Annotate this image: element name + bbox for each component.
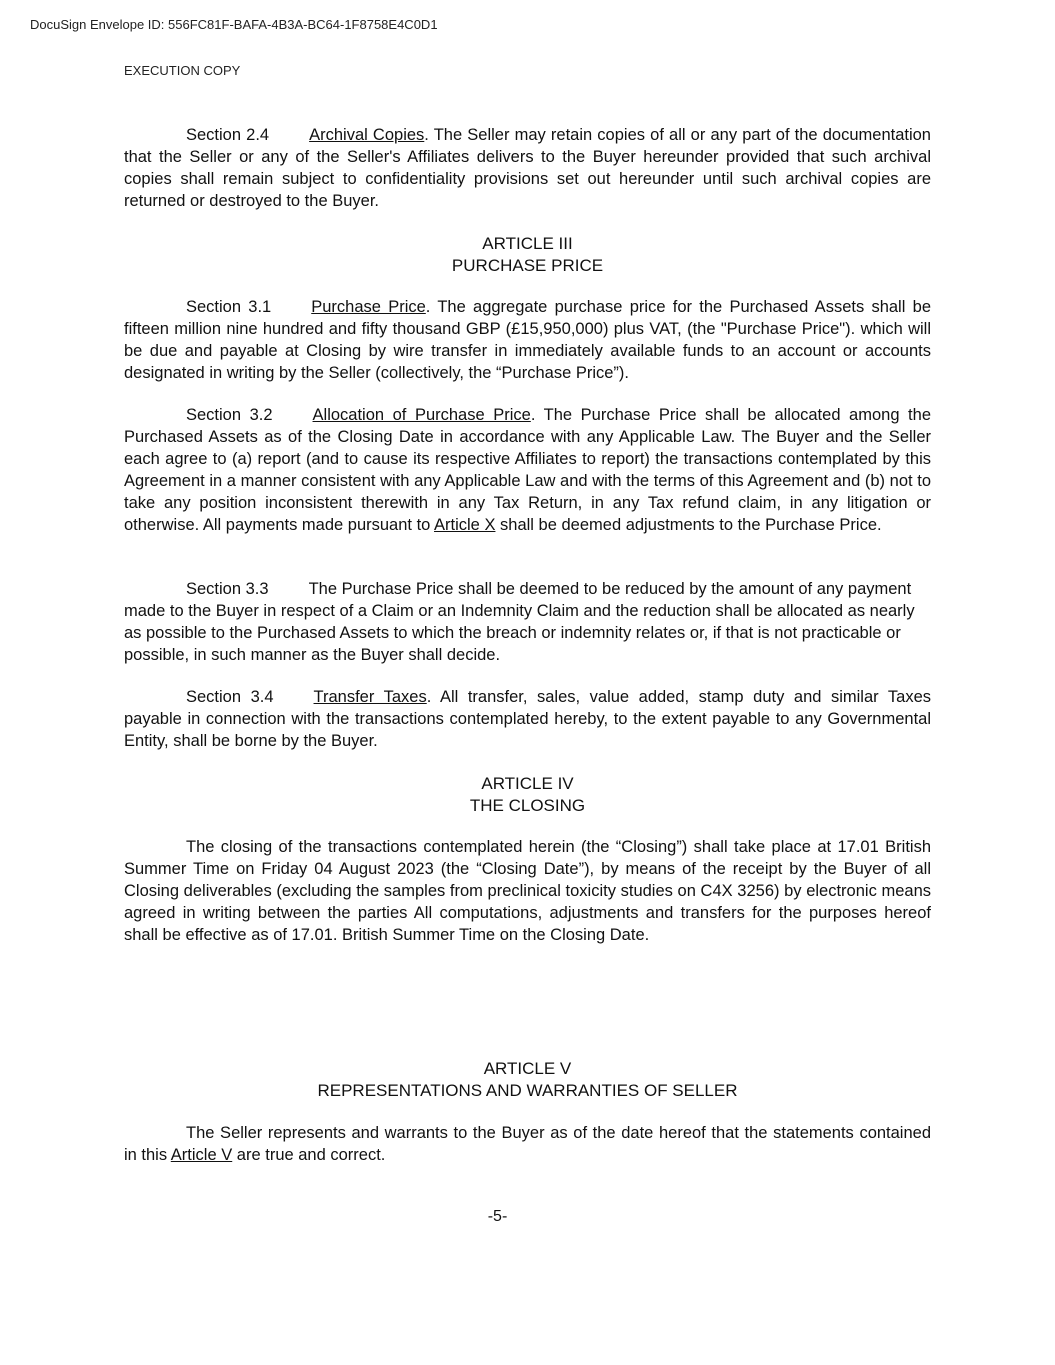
article-title: THE CLOSING [469,796,586,815]
closing-text: The closing of the transactions contemplated herein (the “Closing”) shall take place at 17.01 British Summer Time on Friday 04 August 2023 (the “Closing Date”), by means of the receipt by the Buyer of all Closing deliverables (excluding the samples from preclinical toxicity studies on C4X 3256) by electronic means agreed in writing between the parties All computations, adjustments and transfers for the purposes hereof shall be effective as of 17.01. British Summer Time on the Closing Date. [124,838,931,944]
section-text: . All transfer, sales, value added, stamp duty and similar Taxes payable in connection with the transactions contemplated hereby, to the extent payable to any Governmental Entity, shall be borne by the Buyer. [124,688,931,750]
intro-text: The Seller represents and warrants to the Buyer as of the date hereof that the statements contained in this [124,1124,931,1164]
section-text-end: shall be deemed adjustments to the Purchase Price. [495,516,882,534]
section-2-4 [124,124,931,212]
article-title: REPRESENTATIONS AND WARRANTIES OF SELLER [317,1081,738,1100]
article-x-reference[interactable]: Article X [434,516,496,534]
section-3-2 [124,404,931,536]
article-number: ARTICLE III [482,234,573,253]
envelope-id: DocuSign Envelope ID: 556FC81F-BAFA-4B3A-BC64-1F8758E4C0D1 [30,17,438,32]
article-5-heading [124,1058,931,1102]
execution-copy-label: EXECUTION COPY [124,63,241,78]
article-4-heading [124,773,931,817]
article-5-intro [124,1122,931,1166]
section-number: Section 3.1 [186,298,272,316]
section-title: Transfer Taxes [313,688,427,706]
section-title: Allocation of Purchase Price [312,406,531,424]
section-text: . The aggregate purchase price for the Purchased Assets shall be fifteen million nine hundred and fifty thousand GBP (£15,950,000) plus VAT, (the "Purchase Price"). which will be due and payable at Closing by wire transfer in immediately available funds to an account or accounts designated in writing by the Seller (collectively, the “Purchase Price”). [124,298,931,382]
article-v-reference[interactable]: Article V [170,1146,233,1164]
section-text: . The Purchase Price shall be allocated among the Purchased Assets as of the Closing Date in accordance with any Applicable Law. The Buyer and the Seller each agree to (a) report (and to cause its respective Affiliates to report) the transactions contemplated by this Agreement in a manner consistent with any Applicable Law and with the terms of this Agreement and (b) not to take any position inconsistent therewith in any Tax Return, in any Tax refund claim, in any litigation or otherwise. All payments made pursuant to [124,406,931,534]
article-number: ARTICLE IV [481,774,574,793]
section-3-1 [124,296,931,384]
section-text: . The Seller may retain copies of all or any part of the documentation that the Seller or any of the Seller's Affiliates delivers to the Buyer hereunder provided that such archival copies shall remain subject to confidentiality provisions set out hereunder until such archival copies are returned or destroyed to the Buyer. [124,126,931,210]
section-number: Section 3.4 [186,688,274,706]
section-number: Section 2.4 [186,126,270,144]
section-text: The Purchase Price shall be deemed to be reduced by the amount of any payment made to the Buyer in respect of a Claim or an Indemnity Claim and the reduction shall be allocated as nearly as possible to the Purchased Assets to which the breach or indemnity relates or, if that is not practicable or possible, in such manner as the Buyer shall decide. [124,580,915,664]
intro-text-end: are true and correct. [232,1146,386,1164]
section-number: Section 3.2 [186,406,273,424]
closing-paragraph [124,836,931,946]
article-title: PURCHASE PRICE [451,256,604,275]
page-number: -5- [487,1208,508,1225]
section-3-3 [124,578,931,666]
section-3-4 [124,686,931,752]
section-title: Purchase Price [311,298,426,316]
section-title: Archival Copies [309,126,425,144]
article-3-heading [124,233,931,277]
article-number: ARTICLE V [483,1059,572,1078]
section-number: Section 3.3 [186,580,269,598]
